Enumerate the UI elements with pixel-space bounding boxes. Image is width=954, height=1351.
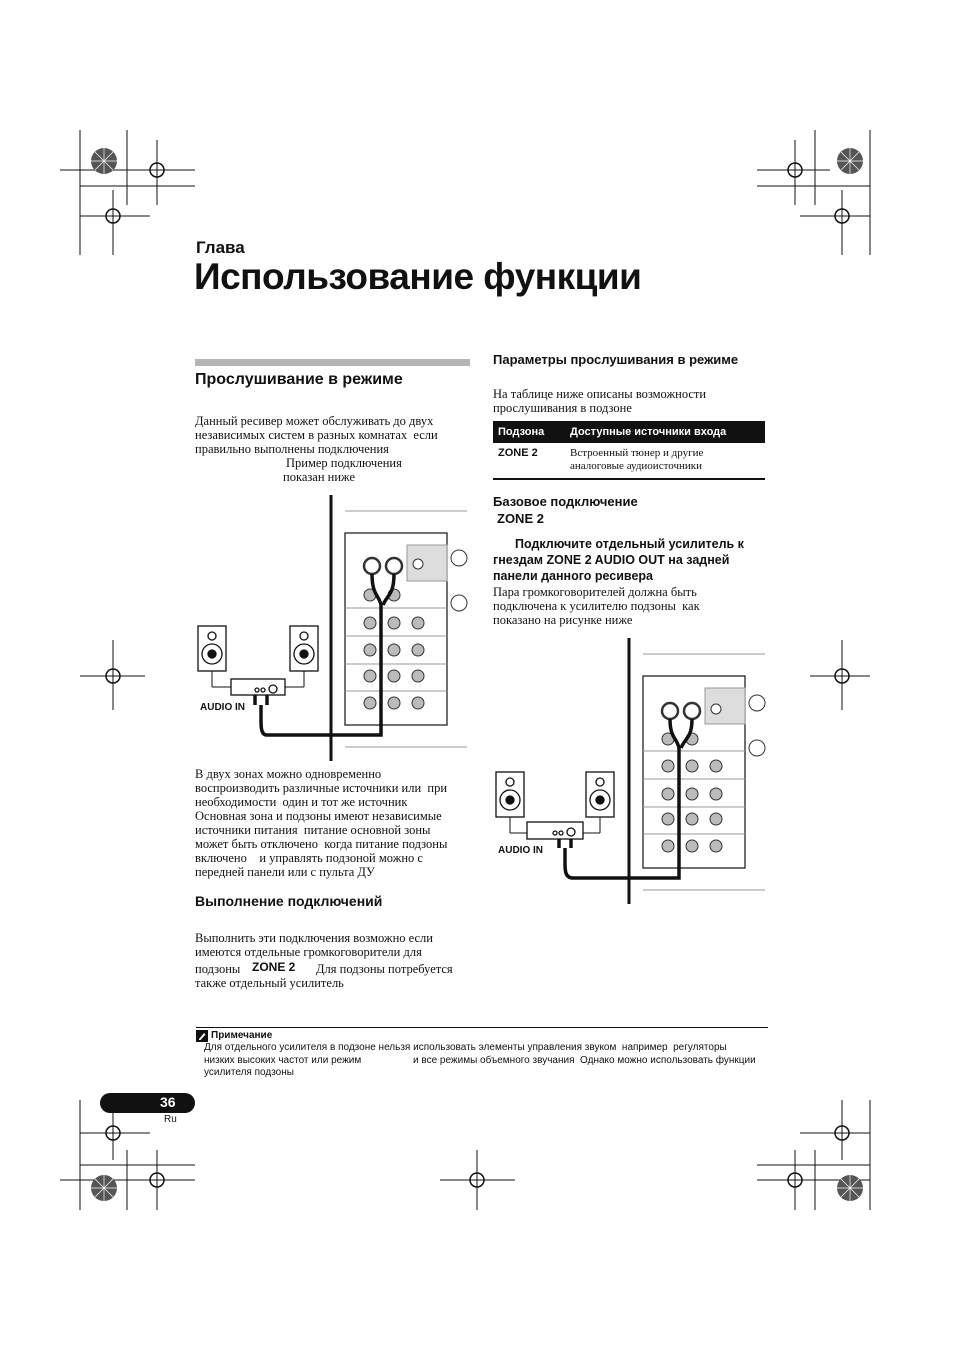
- intro-line: показан ниже: [283, 470, 356, 484]
- step-instruction: [493, 537, 773, 587]
- connection-diagram-left: [195, 495, 470, 765]
- connections-paragraph: [195, 932, 475, 992]
- table-intro: [493, 388, 768, 418]
- connections-line: Для подзоны потребуется: [316, 962, 453, 976]
- table-header-zone: Подзона: [493, 421, 565, 443]
- section-title: Прослушивание в режиме: [195, 371, 403, 388]
- audio-in-label: AUDIO IN: [498, 845, 543, 856]
- zones-line: источники питания питание основной зоны: [195, 823, 431, 837]
- table-cell-sources: [565, 443, 765, 477]
- table-bottom-rule: [493, 478, 765, 480]
- step-body-line: подключена к усилителю подзоны как: [493, 599, 700, 613]
- zones-line: необходимости один и тот же источник: [195, 795, 408, 809]
- table-cell-zone: ZONE 2: [498, 447, 538, 459]
- table-header-row: [493, 421, 765, 443]
- connection-diagram-right: [493, 638, 768, 908]
- intro-line: Данный ресивер может обслуживать до двух: [195, 414, 434, 428]
- step-line: гнездам ZONE 2 AUDIO OUT на задней: [493, 553, 730, 567]
- zones-line: включено и управлять подзоной можно с: [195, 851, 423, 865]
- page-number-badge: [100, 1093, 195, 1113]
- note-line: усилителя подзоны: [204, 1067, 294, 1078]
- note-line: и все режимы объемного звучания Однако можно использовать функции: [413, 1054, 756, 1066]
- intro-line: Пример подключения: [286, 456, 402, 470]
- table-row: [493, 443, 765, 477]
- intro-line: независимых систем в разных комнатах если: [195, 428, 438, 442]
- zones-line: передней панели или с пульта ДУ: [195, 865, 375, 879]
- step-body-line: показано на рисунке ниже: [493, 613, 633, 627]
- chapter-label: Глава: [196, 238, 245, 257]
- chapter-title: Использование функции: [194, 256, 642, 297]
- note-line: Для отдельного усилителя в подзоне нельзя использовать элементы управления звуком например регуляторы: [204, 1042, 727, 1053]
- step-line: Подключите отдельный усилитель к: [515, 537, 744, 551]
- step-line: панели данного ресивера: [493, 569, 653, 583]
- table-header-sources: Доступные источники входа: [565, 421, 765, 443]
- table-intro-line: прослушивания в подзоне: [493, 401, 632, 415]
- zones-line: может быть отключено когда питание подзоны: [195, 837, 448, 851]
- step-body-line: Пара громкоговорителей должна быть: [493, 585, 697, 599]
- table-intro-line: На таблице ниже описаны возможности: [493, 387, 707, 401]
- note-pencil-icon: [196, 1030, 208, 1042]
- zones-line: Основная зона и подзоны имеют независимые: [195, 809, 442, 823]
- section-divider-bar: [195, 359, 470, 366]
- zone-sources-table: [493, 421, 765, 477]
- intro-paragraph: [195, 415, 475, 490]
- intro-line: правильно выполнены подключения: [195, 442, 389, 456]
- note-rule: [196, 1027, 768, 1028]
- subsection-title: Выполнение подключений: [195, 893, 383, 909]
- page-language: Ru: [164, 1114, 177, 1125]
- connections-line: имеются отдельные громкоговорители для: [195, 945, 422, 959]
- connections-line: подзоны: [195, 962, 241, 976]
- note-line: низких высоких частот или режим: [204, 1054, 362, 1066]
- zones-line: воспроизводить различные источники или при: [195, 781, 448, 795]
- zones-line: В двух зонах можно одновременно: [195, 767, 382, 781]
- zones-paragraph: [195, 768, 475, 883]
- note-body: [204, 1042, 769, 1082]
- note-title: Примечание: [211, 1030, 273, 1041]
- sources-line: Встроенный тюнер и другие: [570, 447, 704, 459]
- basic-connection-heading: Базовое подключение: [493, 494, 638, 509]
- basic-connection-zone: ZONE 2: [497, 511, 544, 526]
- step-body: [493, 586, 773, 631]
- params-heading: Параметры прослушивания в режиме: [493, 352, 739, 367]
- connections-line: также отдельный усилитель: [195, 976, 344, 990]
- connections-line: Выполнить эти подключения возможно если: [195, 931, 433, 945]
- page-number: 36: [160, 1094, 176, 1110]
- audio-in-label: AUDIO IN: [200, 702, 245, 713]
- sources-line: аналоговые аудиоисточники: [570, 460, 702, 472]
- zone2-inline: ZONE 2: [252, 960, 296, 974]
